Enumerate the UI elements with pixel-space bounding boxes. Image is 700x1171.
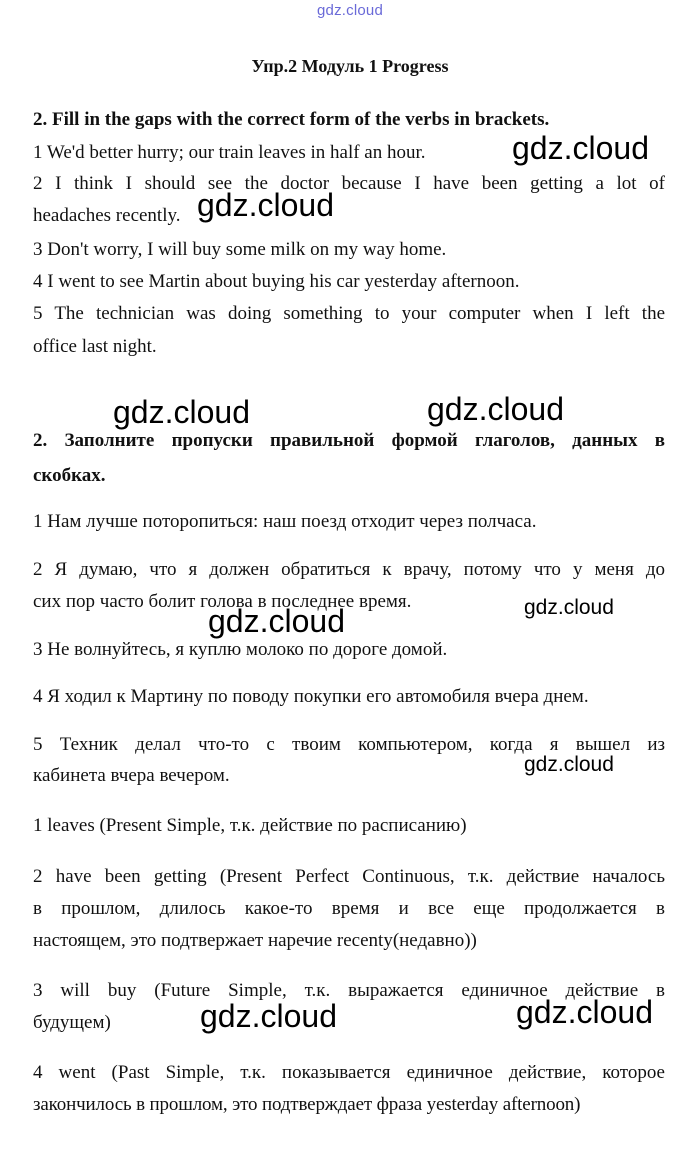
russian-line-1: 1 Нам лучше поторопиться: наш поезд отходит через полчаса. [33,511,537,532]
answer-line-2c: настоящем, это подтвержает наречие recenty(недавно)) [33,930,477,951]
watermark: gdz.cloud [208,603,345,639]
russian-line-2b: сих пор часто болит голова в последнее время. [33,591,412,612]
russian-line-2a: 2 Я думаю, что я должен обратиться к врачу, потому что у меня до [33,559,665,580]
page-title: Упр.2 Модуль 1 Progress [251,56,449,76]
watermark: gdz.cloud [524,596,614,619]
watermark: gdz.cloud [512,130,649,166]
english-line-5b: office last night. [33,336,157,357]
russian-line-4: 4 Я ходил к Мартину по поводу покупки его автомобиля вчера днем. [33,686,589,707]
english-heading: 2. Fill in the gaps with the correct form of the verbs in brackets. [33,109,550,130]
watermark: gdz.cloud [197,187,334,223]
watermark: gdz.cloud [200,998,337,1034]
russian-heading-2: скобках. [33,465,106,486]
russian-line-5b: кабинета вчера вечером. [33,765,230,786]
russian-heading-1: 2. Заполните пропуски правильной формой глаголов, данных в [33,430,665,451]
english-line-2b: headaches recently. [33,205,181,226]
english-line-2a: 2 I think I should see the doctor because I have been getting a lot of [33,173,665,194]
english-line-3: 3 Don't worry, I will buy some milk on my way home. [33,239,447,260]
russian-line-3: 3 Не волнуйтесь, я куплю молоко по дороге домой. [33,639,448,660]
english-line-4: 4 I went to see Martin about buying his car yesterday afternoon. [33,271,520,292]
english-line-1: 1 We'd better hurry; our train leaves in half an hour. [33,142,426,163]
english-line-5a: 5 The technician was doing something to your computer when I left the [33,303,665,324]
answer-line-2b: в прошлом, длилось какое-то время и все еще продолжается в [33,898,665,919]
answer-line-3a: 3 will buy (Future Simple, т.к. выражается единичное действие в [33,980,665,1001]
watermark: gdz.cloud [516,994,653,1030]
watermark: gdz.cloud [427,391,564,427]
answer-line-1: 1 leaves (Present Simple, т.к. действие по расписанию) [33,815,467,836]
answer-line-4a: 4 went (Past Simple, т.к. показывается единичное действие, которое [33,1062,665,1083]
answer-line-2a: 2 have been getting (Present Perfect Continuous, т.к. действие началось [33,866,665,887]
russian-line-5a: 5 Техник делал что-то с твоим компьютером, когда я вышел из [33,734,665,755]
watermark-top: gdz.cloud [316,2,383,19]
watermark: gdz.cloud [524,753,614,776]
answer-line-3b: будущем) [33,1012,111,1033]
watermark: gdz.cloud [113,394,250,430]
answer-line-4b: закончилось в прошлом, это подтверждает фраза yesterday afternoon) [33,1094,581,1115]
